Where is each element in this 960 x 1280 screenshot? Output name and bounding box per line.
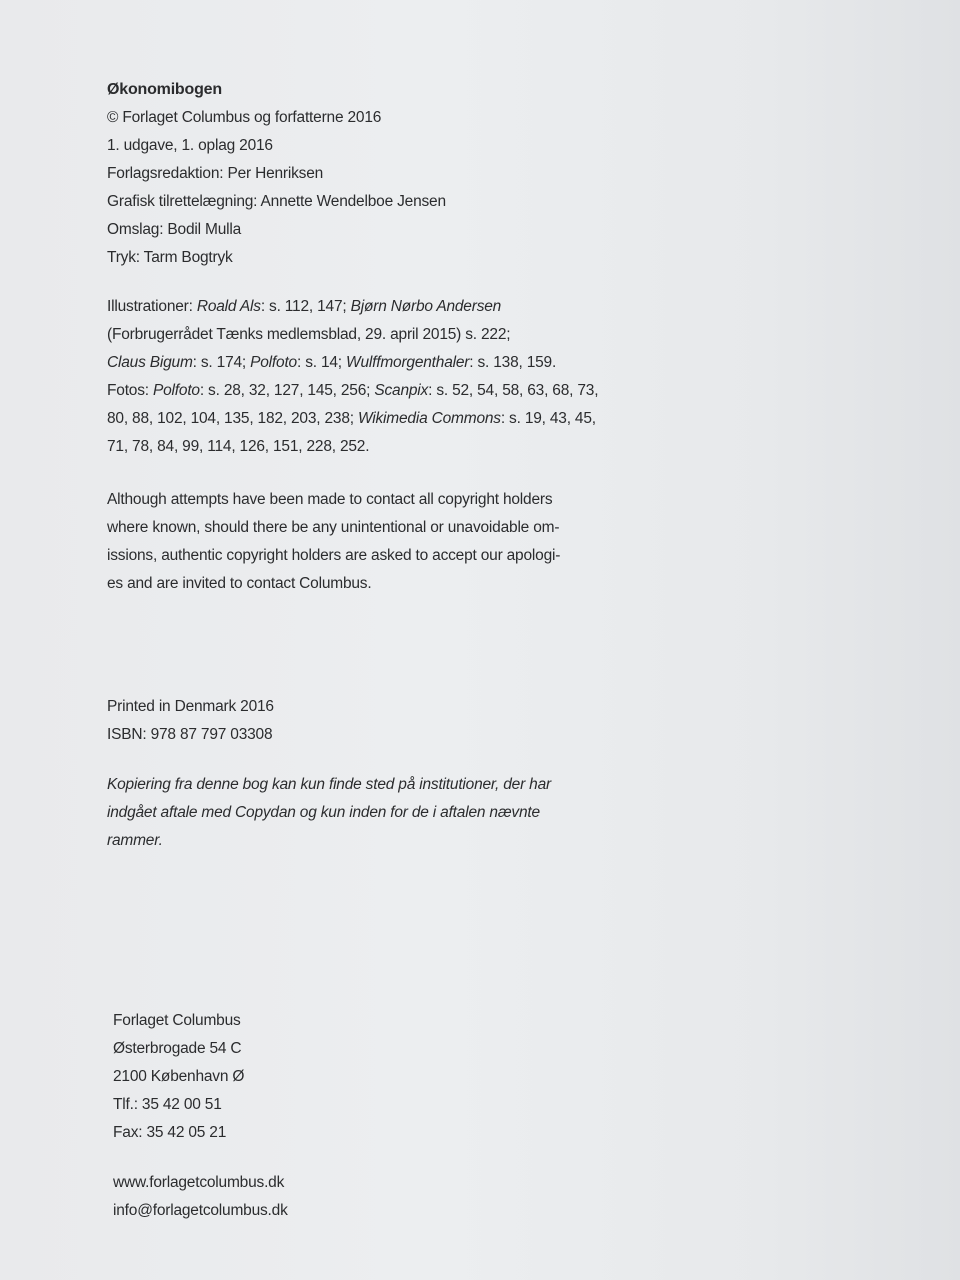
book-title: Økonomibogen [107, 81, 222, 98]
credits-line-5: 80, 88, 102, 104, 135, 182, 203, 238; Wikimedia Commons: s. 19, 43, 45, [107, 410, 596, 427]
colophon-text [107, 76, 627, 1225]
notice-line: rammer. [107, 832, 163, 849]
image-credits [107, 293, 627, 461]
printed-in-line: Printed in Denmark 2016 [107, 698, 274, 715]
print-line: Tryk: Tarm Bogtryk [107, 249, 233, 266]
edition-line: 1. udgave, 1. oplag 2016 [107, 137, 273, 154]
copying-notice [107, 771, 627, 855]
notice-line: Kopiering fra denne bog kan kun finde sted på institutioner, der har [107, 776, 551, 793]
publisher-phone: Tlf.: 35 42 00 51 [113, 1096, 222, 1113]
disclaimer-line: Although attempts have been made to contact all copyright holders [107, 491, 553, 508]
publisher-name: Forlaget Columbus [113, 1012, 241, 1029]
publisher-email: info@forlagetcolumbus.dk [113, 1202, 288, 1219]
notice-line: indgået aftale med Copydan og kun inden for de i aftalen nævnte [107, 804, 540, 821]
publisher-address [107, 1007, 627, 1225]
design-line: Grafisk tilrettelægning: Annette Wendelboe Jensen [107, 193, 446, 210]
publisher-city: 2100 København Ø [113, 1068, 245, 1085]
publisher-street: Østerbrogade 54 C [113, 1040, 242, 1057]
cover-line: Omslag: Bodil Mulla [107, 221, 242, 238]
editor-line: Forlagsredaktion: Per Henriksen [107, 165, 324, 182]
isbn-line: ISBN: 978 87 797 03308 [107, 726, 273, 743]
credits-line-6: 71, 78, 84, 99, 114, 126, 151, 228, 252. [107, 438, 370, 455]
credits-line-4: Fotos: Polfoto: s. 28, 32, 127, 145, 256; Scanpix: s. 52, 54, 58, 63, 68, 73, [107, 382, 599, 399]
disclaimer-line: issions, authentic copyright holders are asked to accept our apologi- [107, 547, 561, 564]
publisher-fax: Fax: 35 42 05 21 [113, 1124, 227, 1141]
disclaimer-line: where known, should there be any unintentional or unavoidable om- [107, 519, 560, 536]
disclaimer-line: es and are invited to contact Columbus. [107, 575, 372, 592]
copyright-line: © Forlaget Columbus og forfatterne 2016 [107, 109, 382, 126]
credits-line-2: (Forbrugerrådet Tænks medlemsblad, 29. april 2015) s. 222; [107, 326, 511, 343]
credits-line-3: Claus Bigum: s. 174; Polfoto: s. 14; Wulffmorgenthaler: s. 138, 159. [107, 354, 557, 371]
copyright-disclaimer [107, 486, 627, 598]
credits-line-1: Illustrationer: Roald Als: s. 112, 147; Bjørn Nørbo Andersen [107, 298, 502, 315]
publisher-website: www.forlagetcolumbus.dk [113, 1174, 285, 1191]
